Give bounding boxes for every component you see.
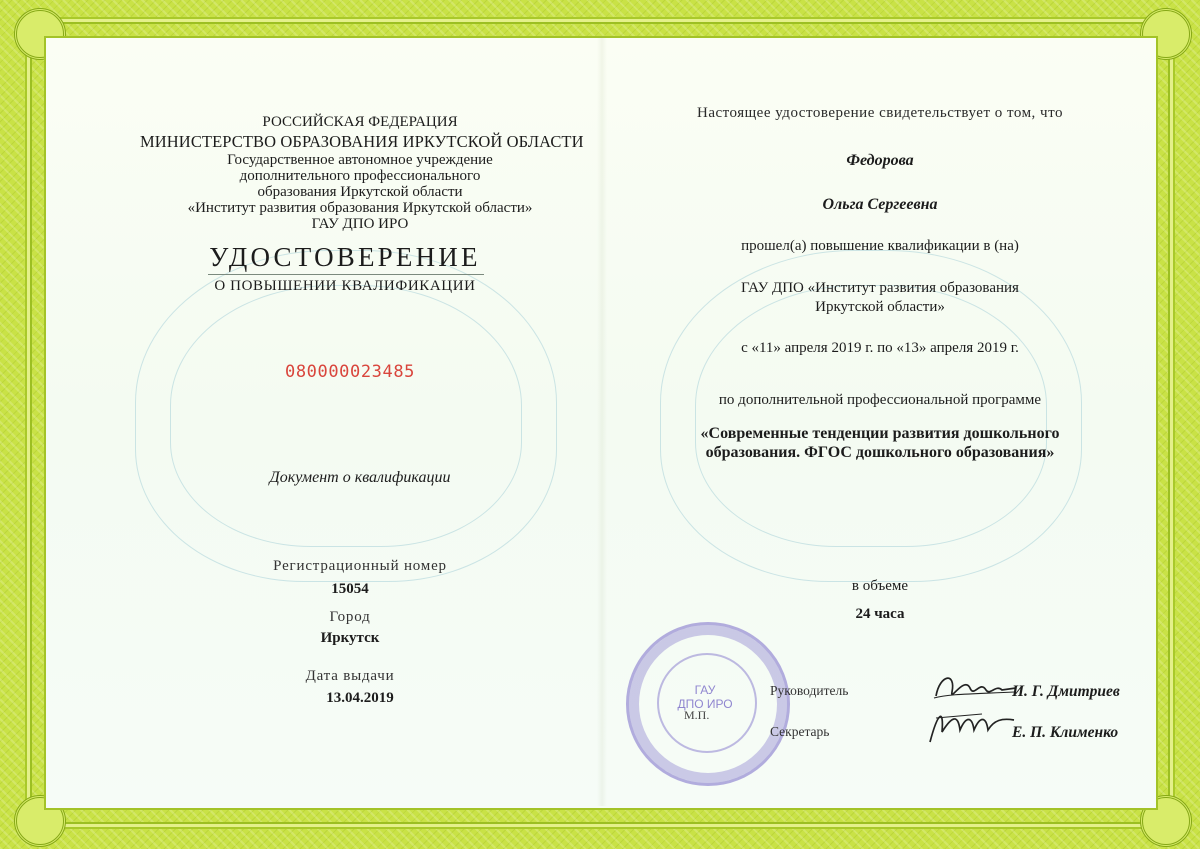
institution-line-1: ГАУ ДПО «Институт развития образования <box>741 280 1019 296</box>
secretary-name: Е. П. Клименко <box>1012 724 1119 741</box>
organization-line-4: «Институт развития образования Иркутской области» <box>187 200 533 216</box>
stamp-text <box>629 683 781 711</box>
issue-date-label: Дата выдачи <box>305 668 395 684</box>
program-title-line-1: «Современные тенденции развития дошкольного <box>700 425 1060 442</box>
page-fold <box>597 36 607 806</box>
secretary-signature <box>922 702 1022 748</box>
document-title: УДОСТОВЕРЕНИЕ <box>209 242 481 272</box>
registration-label: Регистрационный номер <box>273 558 447 574</box>
training-statement: прошел(а) повышение квалификации в (на) <box>741 238 1019 254</box>
document-kind: Документ о квалификации <box>269 469 451 486</box>
ministry-heading: МИНИСТЕРСТВО ОБРАЗОВАНИЯ ИРКУТСКОЙ ОБЛАСТИ <box>140 132 584 151</box>
city-value: Иркутск <box>320 630 380 646</box>
holder-given-names: Ольга Сергеевна <box>822 196 938 213</box>
secretary-label: Секретарь <box>770 724 830 739</box>
stamp-text-line-1: ГАУ <box>694 683 716 697</box>
training-period: с «11» апреля 2019 г. по «13» апреля 2019 г. <box>741 340 1019 356</box>
country-heading: РОССИЙСКАЯ ФЕДЕРАЦИЯ <box>262 114 458 130</box>
registration-number: 15054 <box>331 581 369 597</box>
city-label: Город <box>329 609 371 625</box>
volume-value: 24 часа <box>855 606 905 622</box>
director-name: И. Г. Дмитриев <box>1012 683 1120 700</box>
holder-surname: Федорова <box>846 152 914 169</box>
issue-date-value: 13.04.2019 <box>326 690 394 706</box>
official-stamp <box>626 622 790 786</box>
organization-line-1: Государственное автономное учреждение <box>227 152 493 168</box>
document-subtitle: О ПОВЫШЕНИИ КВАЛИФИКАЦИИ <box>214 278 476 294</box>
watermark-pattern <box>170 285 522 547</box>
serial-number: 080000023485 <box>284 362 416 382</box>
title-rule <box>208 274 484 275</box>
program-label: по дополнительной профессиональной программе <box>718 392 1042 408</box>
institution-line-2: Иркутской области» <box>815 299 945 315</box>
director-label: Руководитель <box>770 683 849 698</box>
organization-short-name: ГАУ ДПО ИРО <box>311 216 409 232</box>
organization-line-2: дополнительного профессионального <box>239 168 481 184</box>
organization-line-3: образования Иркутской области <box>257 184 463 200</box>
seal-place-label: М.П. <box>684 708 710 722</box>
volume-label: в объеме <box>851 578 909 594</box>
stamp-text-line-2: ДПО ИРО <box>677 697 733 711</box>
certificate-intro: Настоящее удостоверение свидетельствует о том, что <box>697 105 1063 121</box>
watermark-pattern <box>695 285 1047 547</box>
program-title-line-2: образования. ФГОС дошкольного образования» <box>705 444 1055 461</box>
